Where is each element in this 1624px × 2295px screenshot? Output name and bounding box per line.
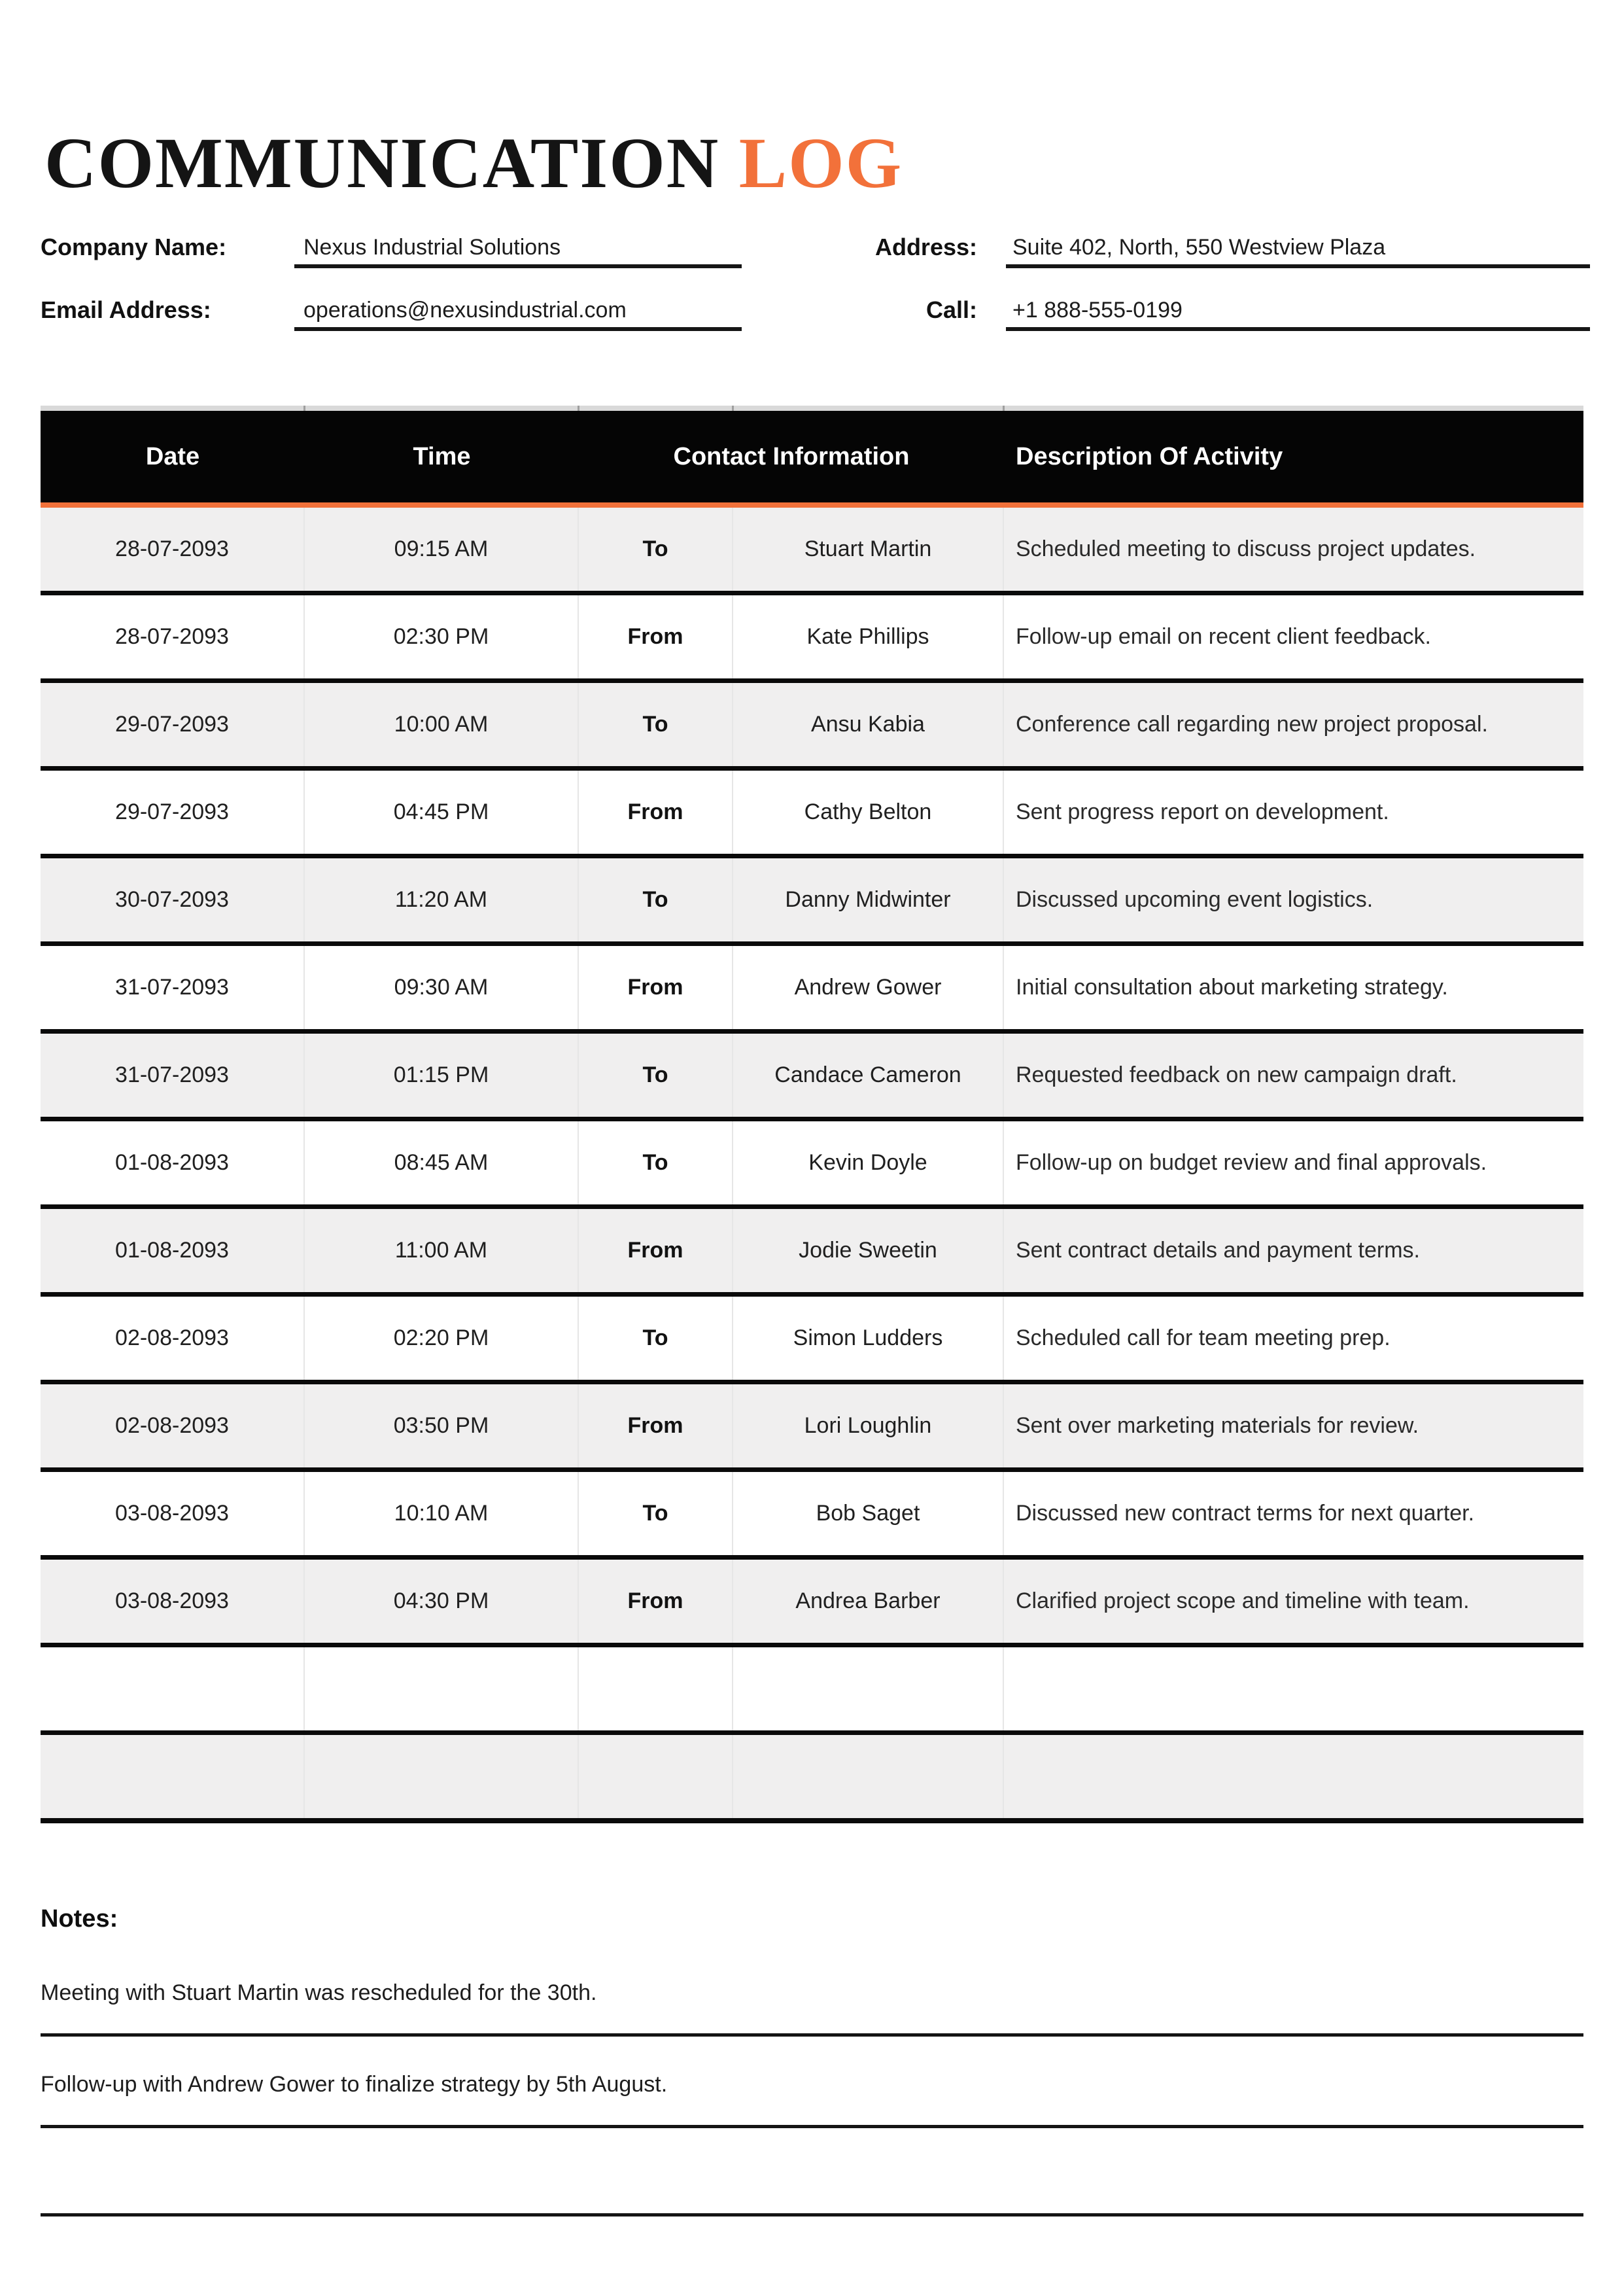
cell-description[interactable]: Scheduled call for team meeting prep.: [1016, 1325, 1391, 1350]
page-title-accent: LOG: [738, 122, 903, 203]
table-row: [41, 683, 1583, 771]
header-description-of-activity: Description Of Activity: [1016, 442, 1283, 470]
cell-description[interactable]: Sent contract details and payment terms.: [1016, 1238, 1420, 1263]
cell-date[interactable]: 29-07-2093: [41, 683, 305, 766]
cell-time[interactable]: 11:00 AM: [305, 1209, 579, 1292]
cell-date[interactable]: 28-07-2093: [41, 595, 305, 678]
cell-time[interactable]: 01:15 PM: [305, 1034, 579, 1117]
cell-description[interactable]: Sent over marketing materials for review.: [1016, 1413, 1419, 1438]
cell-direction[interactable]: From: [579, 1384, 733, 1467]
cell-date[interactable]: 02-08-2093: [41, 1384, 305, 1467]
cell-time[interactable]: [305, 1735, 579, 1818]
call-field[interactable]: +1 888-555-0199: [1006, 293, 1590, 331]
cell-direction[interactable]: To: [579, 1472, 733, 1555]
note-line[interactable]: [41, 2143, 1583, 2216]
cell-date[interactable]: 03-08-2093: [41, 1560, 305, 1643]
note-text: Meeting with Stuart Martin was rescheduled for the 30th.: [41, 1980, 597, 2005]
cell-date[interactable]: [41, 1735, 305, 1818]
table-row: [41, 1034, 1583, 1121]
cell-description[interactable]: [1004, 1735, 1583, 1818]
cell-date[interactable]: [41, 1647, 305, 1730]
cell-description[interactable]: Clarified project scope and timeline with team.: [1016, 1588, 1470, 1613]
cell-direction[interactable]: From: [579, 1209, 733, 1292]
table-row: [41, 946, 1583, 1034]
email-address-label: Email Address:: [41, 296, 211, 323]
cell-time[interactable]: 11:20 AM: [305, 858, 579, 941]
cell-description[interactable]: Initial consultation about marketing strategy.: [1016, 975, 1448, 1000]
table-row: [41, 595, 1583, 683]
notes-label: Notes:: [41, 1905, 118, 1933]
cell-description[interactable]: Discussed upcoming event logistics.: [1016, 887, 1373, 912]
company-name-label: Company Name:: [41, 234, 227, 260]
table-body: [41, 508, 1583, 1818]
cell-date[interactable]: 03-08-2093: [41, 1472, 305, 1555]
column-divider-tick: [303, 406, 305, 411]
table-bottom-border: [41, 1818, 1583, 1823]
cell-contact-name[interactable]: Ansu Kabia: [733, 683, 1004, 766]
header-accent-bar: [41, 502, 1583, 508]
cell-date[interactable]: 30-07-2093: [41, 858, 305, 941]
cell-description[interactable]: [1004, 1647, 1583, 1730]
table-top-cap: [41, 406, 1583, 411]
header-time: Time: [413, 442, 471, 470]
note-line[interactable]: [41, 2054, 1583, 2128]
cell-description[interactable]: Discussed new contract terms for next quarter.: [1016, 1501, 1475, 1526]
cell-time[interactable]: 09:15 AM: [305, 508, 579, 591]
cell-date[interactable]: 02-08-2093: [41, 1297, 305, 1380]
cell-contact-name[interactable]: Lori Loughlin: [733, 1384, 1004, 1467]
cell-direction[interactable]: To: [579, 1121, 733, 1204]
cell-direction[interactable]: To: [579, 508, 733, 591]
cell-direction[interactable]: From: [579, 1560, 733, 1643]
address-label: Address:: [874, 234, 977, 260]
cell-date[interactable]: 29-07-2093: [41, 771, 305, 854]
cell-date[interactable]: 28-07-2093: [41, 508, 305, 591]
table-row: [41, 1647, 1583, 1735]
cell-direction[interactable]: From: [579, 946, 733, 1029]
table-row: [41, 1297, 1583, 1384]
cell-contact-name[interactable]: Andrea Barber: [733, 1560, 1004, 1643]
cell-time[interactable]: 04:30 PM: [305, 1560, 579, 1643]
table-row: [41, 1384, 1583, 1472]
cell-description[interactable]: Follow-up on budget review and final approvals.: [1016, 1150, 1487, 1175]
cell-date[interactable]: 01-08-2093: [41, 1121, 305, 1204]
table-row: [41, 858, 1583, 946]
cell-date[interactable]: 31-07-2093: [41, 1034, 305, 1117]
header-date: Date: [145, 442, 200, 470]
note-text: Follow-up with Andrew Gower to finalize strategy by 5th August.: [41, 2072, 668, 2097]
cell-contact-name[interactable]: Kevin Doyle: [733, 1121, 1004, 1204]
cell-direction[interactable]: [579, 1647, 733, 1730]
cell-direction[interactable]: [579, 1735, 733, 1818]
cell-contact-name[interactable]: Danny Midwinter: [733, 858, 1004, 941]
cell-time[interactable]: 02:20 PM: [305, 1297, 579, 1380]
cell-date[interactable]: 01-08-2093: [41, 1209, 305, 1292]
cell-direction[interactable]: From: [579, 771, 733, 854]
cell-time[interactable]: 10:10 AM: [305, 1472, 579, 1555]
note-line[interactable]: [41, 1963, 1583, 2037]
cell-time[interactable]: 02:30 PM: [305, 595, 579, 678]
cell-direction[interactable]: To: [579, 858, 733, 941]
table-row: [41, 1735, 1583, 1818]
cell-time[interactable]: [305, 1647, 579, 1730]
table-row: [41, 1121, 1583, 1209]
cell-direction[interactable]: From: [579, 595, 733, 678]
table-row: [41, 771, 1583, 858]
cell-description[interactable]: Conference call regarding new project proposal.: [1016, 712, 1488, 737]
cell-contact-name[interactable]: Andrew Gower: [733, 946, 1004, 1029]
cell-description[interactable]: Sent progress report on development.: [1016, 799, 1389, 824]
call-label: Call:: [925, 296, 977, 323]
table-row: [41, 1560, 1583, 1647]
email-address-field[interactable]: operations@nexusindustrial.com: [294, 293, 742, 331]
cell-time[interactable]: 04:45 PM: [305, 771, 579, 854]
cell-time[interactable]: 09:30 AM: [305, 946, 579, 1029]
cell-contact-name[interactable]: Jodie Sweetin: [733, 1209, 1004, 1292]
cell-contact-name[interactable]: [733, 1647, 1004, 1730]
cell-description[interactable]: Scheduled meeting to discuss project updates.: [1016, 536, 1476, 561]
cell-time[interactable]: 03:50 PM: [305, 1384, 579, 1467]
cell-date[interactable]: 31-07-2093: [41, 946, 305, 1029]
cell-contact-name[interactable]: Cathy Belton: [733, 771, 1004, 854]
table-row: [41, 1472, 1583, 1560]
table-header-row: [41, 411, 1583, 502]
header-contact-information: Contact Information: [673, 442, 910, 470]
cell-time[interactable]: 08:45 AM: [305, 1121, 579, 1204]
cell-time[interactable]: 10:00 AM: [305, 683, 579, 766]
cell-contact-name[interactable]: Kate Phillips: [733, 595, 1004, 678]
column-divider-tick: [578, 406, 579, 411]
cell-description[interactable]: Requested feedback on new campaign draft.: [1016, 1062, 1457, 1087]
cell-contact-name[interactable]: [733, 1735, 1004, 1818]
table-row: [41, 1209, 1583, 1297]
page-title: [44, 122, 903, 205]
cell-direction[interactable]: To: [579, 1034, 733, 1117]
column-divider-tick: [732, 406, 734, 411]
cell-contact-name[interactable]: Simon Ludders: [733, 1297, 1004, 1380]
column-divider-tick: [1003, 406, 1005, 411]
company-name-field[interactable]: Nexus Industrial Solutions: [294, 230, 742, 268]
page-title-main: COMMUNICATION: [44, 122, 720, 203]
cell-contact-name[interactable]: Candace Cameron: [733, 1034, 1004, 1117]
table-row: [41, 508, 1583, 595]
communication-log-table: [41, 406, 1583, 1823]
cell-description[interactable]: Follow-up email on recent client feedback.: [1016, 624, 1431, 649]
cell-direction[interactable]: To: [579, 1297, 733, 1380]
cell-contact-name[interactable]: Bob Saget: [733, 1472, 1004, 1555]
cell-contact-name[interactable]: Stuart Martin: [733, 508, 1004, 591]
address-field[interactable]: Suite 402, North, 550 Westview Plaza: [1006, 230, 1590, 268]
cell-direction[interactable]: To: [579, 683, 733, 766]
